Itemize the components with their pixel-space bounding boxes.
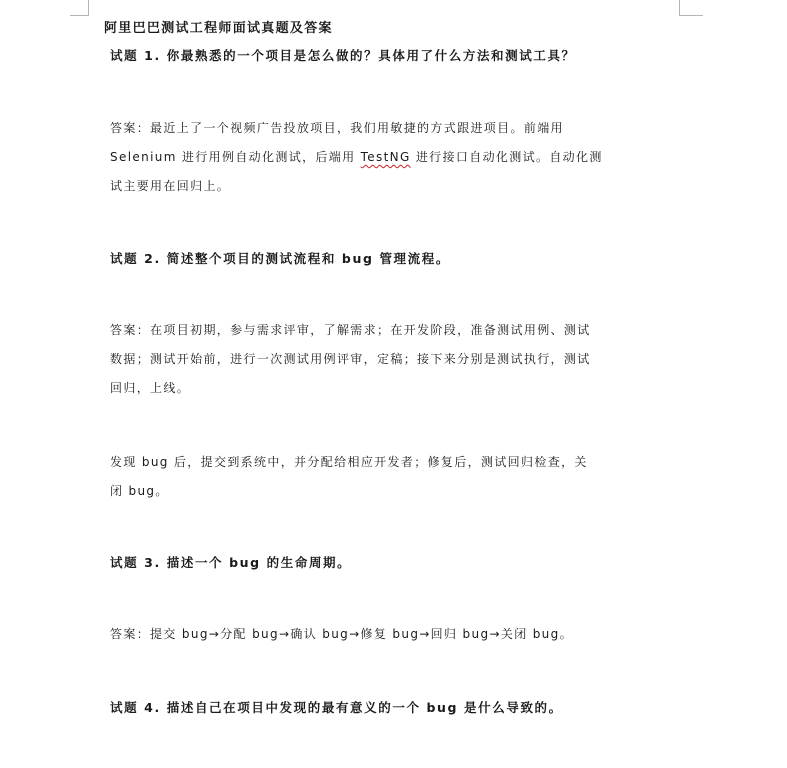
answer-2-extra-line-2: 闭 bug。 <box>110 484 169 498</box>
answer-1-line-3: 试主要用在回归上。 <box>110 179 231 193</box>
answer-2 <box>110 316 680 403</box>
question-1-heading: 试题 1. 你最熟悉的一个项目是怎么做的？具体用了什么方法和测试工具？ <box>110 48 576 63</box>
spellcheck-word-testng: TestNG <box>360 150 411 164</box>
document-title: 阿里巴巴测试工程师面试真题及答案 <box>104 21 333 36</box>
answer-1-line-2-tail: 进行接口自动化测试。自动化测 <box>415 150 603 164</box>
answer-3 <box>110 620 680 649</box>
answer-1-line-1: 答案：最近上了一个视频广告投放项目，我们用敏捷的方式跟进项目。前端用 <box>110 121 564 135</box>
answer-1 <box>110 114 680 201</box>
answer-1-line-2-text: Selenium 进行用例自动化测试，后端用 <box>110 150 356 164</box>
answer-2-extra-line-1: 发现 bug 后，提交到系统中，并分配给相应开发者；修复后，测试回归检查，关 <box>110 455 588 469</box>
crop-mark-top-right <box>679 0 680 16</box>
answer-2-extra <box>110 448 680 506</box>
crop-mark-top-right-horizontal <box>679 15 703 16</box>
crop-mark-top-left-horizontal <box>70 15 88 16</box>
answer-2-line-3: 回归，上线。 <box>110 381 191 395</box>
question-4-heading: 试题 4. 描述自己在项目中发现的最有意义的一个 bug 是什么导致的。 <box>110 700 563 715</box>
answer-2-line-2: 数据；测试开始前，进行一次测试用例评审，定稿；接下来分别是测试执行，测试 <box>110 352 591 366</box>
answer-2-line-1: 答案：在项目初期，参与需求评审，了解需求；在开发阶段，准备测试用例、测试 <box>110 323 591 337</box>
question-3-heading: 试题 3. 描述一个 bug 的生命周期。 <box>110 555 352 570</box>
answer-1-line-2 <box>110 143 680 172</box>
question-2-heading: 试题 2. 简述整个项目的测试流程和 bug 管理流程。 <box>110 251 450 266</box>
answer-3-line-1: 答案：提交 bug→分配 bug→确认 bug→修复 bug→回归 bug→关闭 bug。 <box>110 627 573 641</box>
crop-mark-top-left <box>88 0 89 16</box>
